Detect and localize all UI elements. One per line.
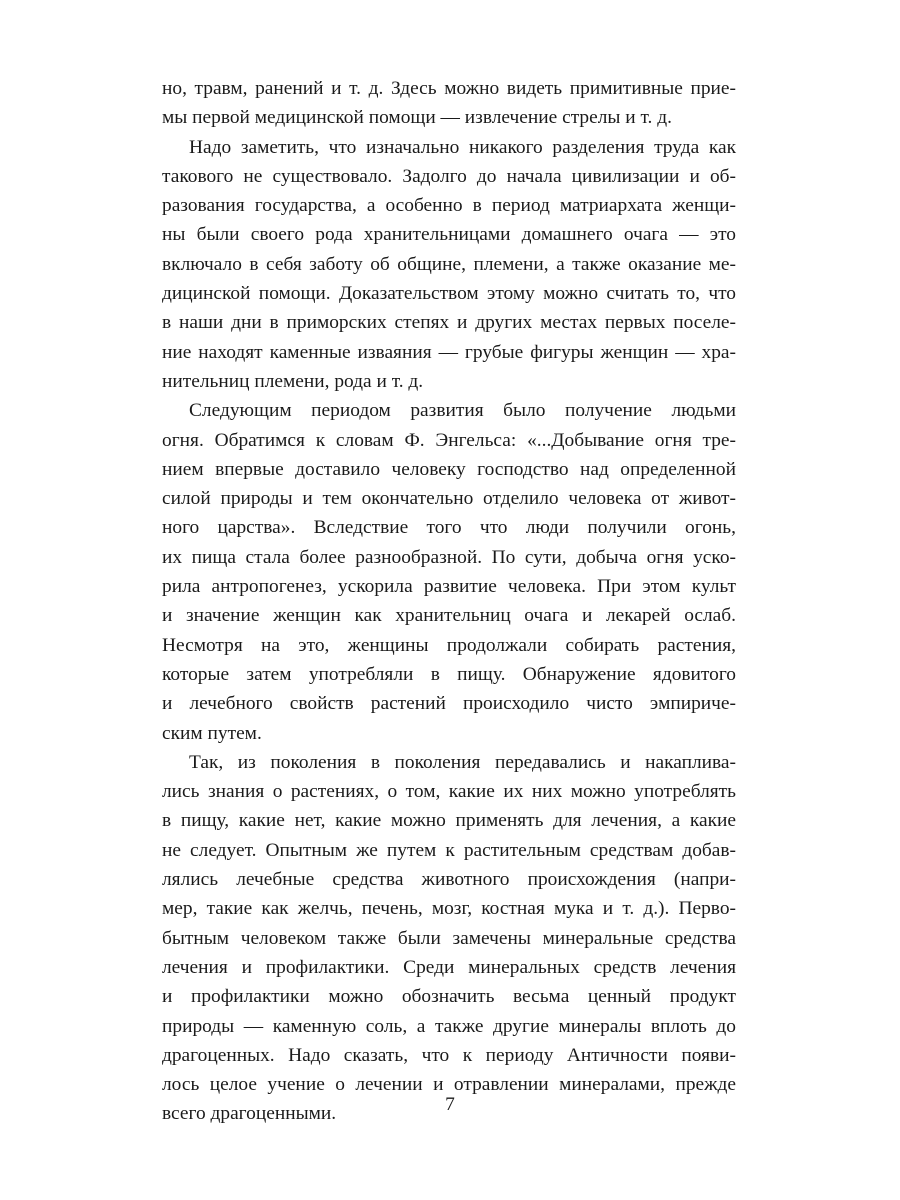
text-line: ного царства». Вследствие того что люди получили огонь, <box>162 517 736 539</box>
text-line: всего драгоценными. <box>162 1103 337 1125</box>
text-line: в наши дни в приморских степях и других местах первых поселе- <box>162 312 736 334</box>
paragraph <box>162 133 736 397</box>
text-line: силой природы и тем окончательно отделило человека от живот- <box>162 488 736 510</box>
text-line: мер, такие как желчь, печень, мозг, костная мука и т. д.). Перво- <box>162 898 736 920</box>
text-line: ским путем. <box>162 722 262 744</box>
text-line: не следует. Опытным же путем к растительным средствам добав- <box>162 839 736 861</box>
paragraph <box>162 396 736 748</box>
text-line: бытным человеком также были замечены минеральные средства <box>162 927 736 949</box>
paragraph <box>162 74 736 133</box>
paragraph <box>162 748 736 1129</box>
text-line: рила антропогенез, ускорила развитие человека. При этом культ <box>162 576 736 598</box>
page-body <box>162 74 736 1129</box>
text-line: огня. Обратимся к словам Ф. Энгельса: «...Добывание огня тре- <box>162 429 736 451</box>
text-line: Так, из поколения в поколения передавались и накаплива- <box>189 751 736 773</box>
text-line: мы первой медицинской помощи — извлечение стрелы и т. д. <box>162 107 672 129</box>
text-line: нительниц племени, рода и т. д. <box>162 370 424 392</box>
text-line: но, травм, ранений и т. д. Здесь можно видеть примитивные прие- <box>162 78 736 99</box>
text-line: их пища стала более разнообразной. По сути, добыча огня уско- <box>162 546 736 568</box>
text-line: ны были своего рода хранительницами домашнего очага — это <box>162 224 736 246</box>
text-line: лись знания о растениях, о том, какие их них можно употреблять <box>162 781 736 803</box>
text-line: лялись лечебные средства животного происхождения (напри- <box>162 869 736 891</box>
text-line: и лечебного свойств растений происходило чисто эмпириче- <box>162 693 736 715</box>
text-line: Следующим периодом развития было получение людьми <box>189 400 736 422</box>
text-line: в пищу, какие нет, какие можно применять для лечения, а какие <box>162 810 736 832</box>
text-line: ние находят каменные изваяния — грубые фигуры женщин — хра- <box>162 341 736 363</box>
text-line: разования государства, а особенно в период матриархата женщи- <box>162 195 736 217</box>
text-line: и значение женщин как хранительниц очага и лекарей ослаб. <box>162 605 736 627</box>
page-number: 7 <box>445 1094 455 1115</box>
text-line: которые затем употребляли в пищу. Обнаружение ядовитого <box>162 663 736 685</box>
text-line: драгоценных. Надо сказать, что к периоду Античности появи- <box>162 1044 736 1066</box>
text-line: лось целое учение о лечении и отравлении минералами, прежде <box>162 1074 736 1096</box>
text-line: нием впервые доставило человеку господство над определенной <box>162 458 736 480</box>
text-line: включало в себя заботу об общине, племени, а также оказание ме- <box>162 253 736 275</box>
text-line: Надо заметить, что изначально никакого разделения труда как <box>189 136 736 158</box>
text-line: дицинской помощи. Доказательством этому можно считать то, что <box>162 283 736 305</box>
text-line: лечения и профилактики. Среди минеральных средств лечения <box>162 956 736 978</box>
text-line: природы — каменную соль, а также другие минералы вплоть до <box>162 1015 736 1037</box>
text-line: такового не существовало. Задолго до начала цивилизации и об- <box>162 165 736 187</box>
text-line: Несмотря на это, женщины продолжали собирать растения, <box>162 634 736 656</box>
text-line: и профилактики можно обозначить весьма ценный продукт <box>162 986 736 1008</box>
